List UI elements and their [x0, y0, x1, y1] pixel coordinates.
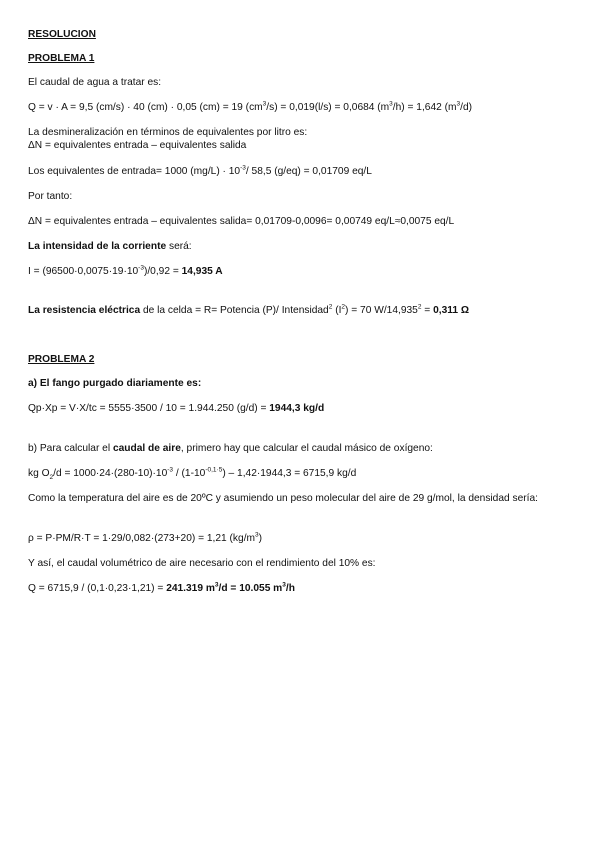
- problem1-heading: PROBLEMA 1: [28, 53, 95, 64]
- air-flow-equation: Q = 6715,9 / (0,1·0,23·1,21) = 241.319 $m^3/d = 10.055$ $m^3/h$: [28, 581, 295, 594]
- therefore-text: Por tanto:: [28, 191, 73, 202]
- current-equation: $I = (96500\cdot 0,0075\cdot 19\cdot 10^{-3})/0,92 = 14,935$ A: [28, 264, 223, 277]
- resistance-equation: La resistencia eléctrica de la celda = R= Potencia (P)/ Intensidad$^2$ $(I^2) = 70$ $W/14,935^2 = 0,311$ Ω: [28, 303, 470, 316]
- input-equivalents: Los equivalentes de entrada= 1000 $(mg/L) \cdot 10^{-3}/$ 58,5 (g/eq) = 0,01709 eq/L: [28, 164, 372, 177]
- document-title: RESOLUCION: [28, 29, 96, 40]
- problem1-intro: El caudal de agua a tratar es:: [28, 77, 162, 88]
- current-intro: La intensidad de la corriente será:: [28, 241, 192, 252]
- sludge-equation: Qp·Xp = V·X/tc = 5555·3500 / 10 = 1.944.250 (g/d) = 1944,3 kg/d: [28, 403, 325, 414]
- demineralization-text: La desmineralización en términos de equivalentes por litro es:: [28, 127, 308, 138]
- oxygen-equation: kg $O_2/d = 1000\cdot 24\cdot(280-10)\cdot 10^{-3} / (1-10^{-0,1\cdot 5}) - 1,42\cdot 1944,3 = 6715,9$ kg/d: [28, 466, 357, 482]
- delta-n-calculation: ΔN = equivalentes entrada – equivalentes salida= 0,01709-0,0096= 0,00749 eq/L≈0,0075 eq/L: [28, 216, 455, 227]
- density-equation: ρ = P·PM/R·T = 1·29/0,082·(273+20) = 1,21 $(kg/m^3)$: [28, 531, 263, 544]
- delta-n-definition: ΔN = equivalentes entrada – equivalentes salida: [28, 140, 247, 151]
- volumetric-text: Y así, el caudal volumétrico de aire necesario con el rendimiento del 10% es:: [28, 558, 376, 569]
- part-a-heading: a) El fango purgado diariamente es:: [28, 378, 202, 389]
- problem2-heading: PROBLEMA 2: [28, 354, 95, 365]
- part-b-text: b) Para calcular el caudal de aire, primero hay que calcular el caudal másico de oxígeno:: [28, 443, 433, 454]
- flow-equation: Q = v · A = 9,5 (cm/s) · 40 (cm) · 0,05 (cm) = 19 $(cm^3/s) = 0,019(l/s) = 0,0684$ $(m^3/h) = 1,642$ $(m^3/d)$: [28, 100, 472, 113]
- density-text: Como la temperatura del aire es de 20ºC y asumiendo un peso molecular del aire de 29 g/mol, la densidad sería:: [28, 493, 538, 504]
